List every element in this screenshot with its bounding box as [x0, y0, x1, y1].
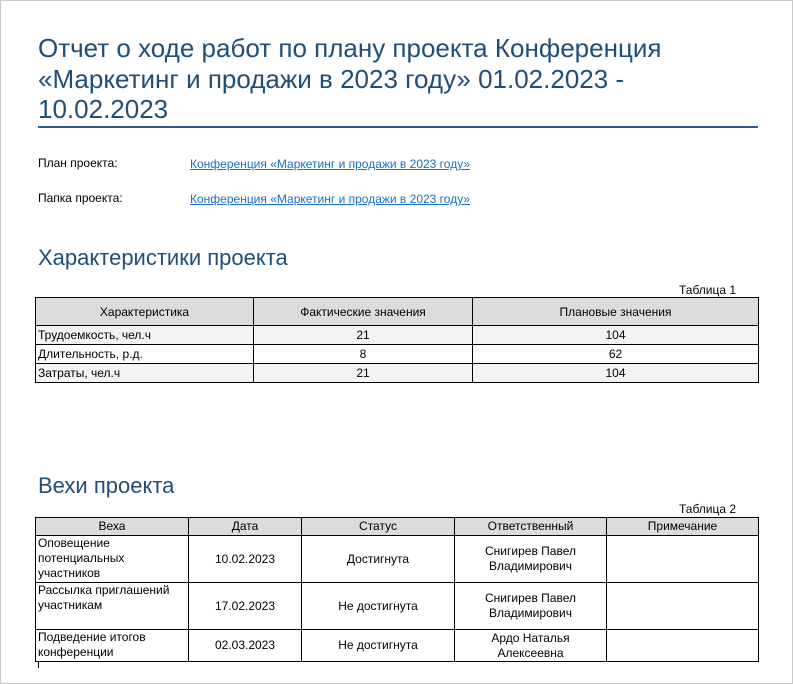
- table-cell: Подведение итогов конференции: [36, 630, 189, 662]
- table-cell: 104: [473, 326, 759, 345]
- table-cell: Достигнута: [302, 536, 455, 583]
- column-header: Плановые значения: [473, 298, 759, 326]
- column-header: Характеристика: [36, 298, 254, 326]
- table1-caption: Таблица 1: [679, 283, 737, 297]
- table-cell: Оповещение потенциальных участников: [36, 536, 189, 583]
- table-cell: 17.02.2023: [189, 583, 302, 630]
- column-header: Дата: [189, 518, 302, 536]
- plan-link[interactable]: Конференция «Маркетинг и продажи в 2023 году»: [190, 157, 471, 171]
- column-header: Ответственный: [455, 518, 607, 536]
- table-cell: [607, 630, 759, 662]
- table2-caption: Таблица 2: [679, 502, 737, 516]
- title-divider: [38, 126, 758, 128]
- characteristics-heading: Характеристики проекта: [38, 245, 288, 270]
- table-cell: Не достигнута: [302, 630, 455, 662]
- table-row: [36, 364, 759, 383]
- table-cell: Снигирев Павел Владимирович: [455, 536, 607, 583]
- table-cell: Снигирев Павел Владимирович: [455, 583, 607, 630]
- page-break-marker: [38, 662, 39, 668]
- table-header-row: [36, 298, 759, 326]
- column-header: Статус: [302, 518, 455, 536]
- table-cell: 21: [254, 364, 473, 383]
- table-cell: 62: [473, 345, 759, 364]
- table-cell: [607, 536, 759, 583]
- table-cell: [607, 583, 759, 630]
- table-row: [36, 583, 759, 630]
- table-header-row: [36, 518, 759, 536]
- report-title: Отчет о ходе работ по плану проекта Конференция «Маркетинг и продажи в 2023 году» 01.02.2023 - 10.02.2023: [38, 33, 662, 124]
- table-row: [36, 630, 759, 662]
- table-cell: 10.02.2023: [189, 536, 302, 583]
- table-cell: Затраты, чел.ч: [36, 364, 254, 383]
- table-cell: Длительность, р.д.: [36, 345, 254, 364]
- table-cell: Трудоемкость, чел.ч: [36, 326, 254, 345]
- folder-link[interactable]: Конференция «Маркетинг и продажи в 2023 году»: [190, 192, 471, 206]
- column-header: Веха: [36, 518, 189, 536]
- table-cell: Не достигнута: [302, 583, 455, 630]
- characteristics-table: [35, 297, 759, 383]
- table-cell: 104: [473, 364, 759, 383]
- table-row: [36, 345, 759, 364]
- milestones-table: [35, 517, 759, 662]
- folder-label: Папка проекта:: [38, 191, 123, 205]
- table-cell: 21: [254, 326, 473, 345]
- table-cell: 02.03.2023: [189, 630, 302, 662]
- table-row: [36, 326, 759, 345]
- table-row: [36, 536, 759, 583]
- milestones-heading: Вехи проекта: [38, 473, 175, 498]
- column-header: Фактические значения: [254, 298, 473, 326]
- table-cell: Ардо Наталья Алексеевна: [455, 630, 607, 662]
- table-cell: 8: [254, 345, 473, 364]
- column-header: Примечание: [607, 518, 759, 536]
- table-cell: Рассылка приглашений участникам: [36, 583, 189, 630]
- plan-label: План проекта:: [38, 156, 118, 170]
